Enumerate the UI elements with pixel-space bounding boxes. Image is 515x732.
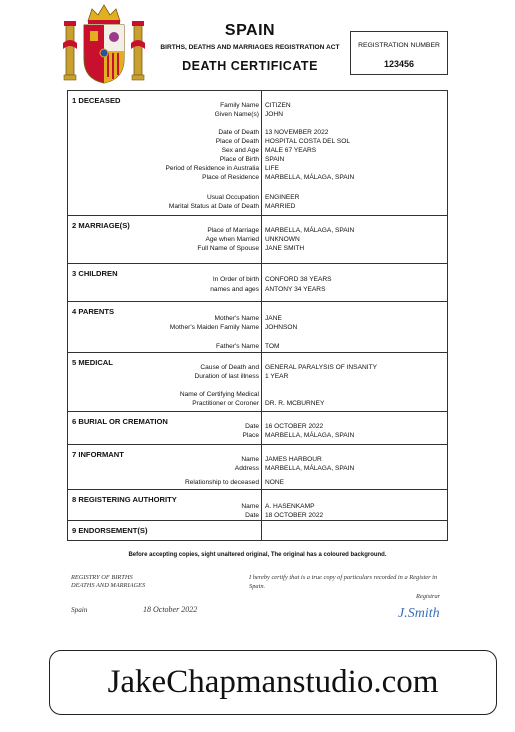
field-value: JANE SMITH	[265, 245, 305, 252]
field-value: 13 NOVEMBER 2022	[265, 129, 329, 136]
field-value: JANE	[265, 315, 282, 322]
field-value: MARRIED	[265, 203, 296, 210]
place: Spain	[71, 606, 88, 614]
field-value: JOHNSON	[265, 324, 298, 331]
section-title: 3 CHILDREN	[72, 269, 118, 278]
field-label: Place of Marriage	[207, 227, 259, 234]
coat-of-arms-icon	[62, 3, 146, 87]
copy-notice: Before accepting copies, sight unaltered original, The original has a coloured background.	[128, 552, 387, 558]
field-label: Name	[241, 503, 259, 510]
field-label: Place of Death	[215, 138, 259, 145]
field-label: Name of Certifying Medical	[179, 391, 259, 398]
field-label: Name	[241, 456, 259, 463]
registry-line1: REGISTRY OF BIRTHS	[71, 574, 133, 581]
field-label: Date of Death	[218, 129, 259, 136]
field-value: MARBELLA, MÁLAGA, SPAIN	[265, 465, 355, 472]
section-medical	[68, 352, 447, 412]
field-label: Full Name of Spouse	[197, 245, 259, 252]
section-title: 2 MARRIAGE(S)	[72, 221, 130, 230]
field-label: Address	[234, 465, 259, 472]
section-title: 4 PARENTS	[72, 307, 115, 316]
section-parents	[68, 301, 447, 353]
watermark: JakeChapmanstudio.com	[49, 650, 497, 715]
field-value: CITIZEN	[265, 102, 291, 109]
registrar-label: Registrar	[416, 593, 441, 600]
field-value: SPAIN	[265, 156, 285, 163]
field-label: Age when Married	[205, 236, 259, 243]
field-label: Relationship to deceased	[184, 479, 259, 486]
field-label: Sex and Age	[221, 147, 259, 154]
field-value: DR. R. MCBURNEY	[265, 400, 325, 407]
field-value: TOM	[265, 343, 280, 350]
act-subtitle: BIRTHS, DEATHS AND MARRIAGES REGISTRATION ACT	[160, 44, 340, 51]
field-label: Place of Birth	[219, 156, 259, 163]
field-label: Date	[245, 512, 259, 519]
registration-number: 123456	[383, 59, 415, 69]
field-label: Duration of last illness	[194, 373, 259, 380]
section-title: 7 INFORMANT	[72, 450, 124, 459]
field-value: MALE 67 YEARS	[265, 147, 317, 154]
field-value: MARBELLA, MÁLAGA, SPAIN	[265, 432, 355, 439]
field-label: Marital Status at Date of Death	[168, 203, 259, 210]
section-title: 8 REGISTERING AUTHORITY	[72, 495, 177, 504]
field-value: 1 YEAR	[265, 373, 289, 380]
field-label: Given Name(s)	[214, 111, 259, 118]
section-informant	[68, 444, 447, 490]
field-label: Cause of Death and	[200, 364, 259, 371]
certification-text: I hereby certify that is a true copy of particulars recorded in a Register in Spain.	[249, 574, 438, 590]
section-title: 5 MEDICAL	[72, 358, 113, 367]
field-label: Period of Residence in Australia	[165, 165, 259, 172]
field-label: Date	[245, 423, 259, 430]
field-label: Place of Residence	[202, 174, 259, 181]
country-heading: SPAIN	[224, 22, 276, 39]
field-value: HOSPITAL COSTA DEL SOL	[265, 138, 351, 145]
field-value: ENGINEER	[265, 194, 300, 201]
section-registering-authority	[68, 489, 447, 521]
signature-text: J.Smith	[398, 606, 440, 621]
field-value: ANTONY 34 YEARS	[265, 286, 326, 293]
field-value: CONFORD 38 YEARS	[265, 276, 332, 283]
section-marriages	[68, 215, 447, 264]
field-label: Family Name	[220, 102, 259, 109]
field-label: Usual Occupation	[206, 194, 259, 201]
field-value: A. HASENKAMP	[265, 503, 315, 510]
field-label: Mother's Name	[214, 315, 259, 322]
field-label: In Order of birth	[212, 276, 259, 283]
field-value: 18 OCTOBER 2022	[265, 512, 324, 519]
field-value: GENERAL PARALYSIS OF INSANITY	[265, 364, 377, 371]
field-value: NONE	[265, 479, 285, 486]
field-value: 16 OCTOBER 2022	[265, 423, 324, 430]
field-value: JAMES HARBOUR	[265, 456, 322, 463]
field-value: UNKNOWN	[265, 236, 300, 243]
section-endorsements	[68, 520, 447, 541]
issue-date: 18 October 2022	[143, 605, 198, 614]
field-label: Mother's Maiden Family Name	[169, 324, 259, 331]
section-children	[68, 263, 447, 302]
registration-label: REGISTRATION NUMBER	[358, 42, 440, 49]
registrar-signature	[398, 604, 440, 622]
field-label: Father's Name	[215, 343, 259, 350]
section-burial	[68, 411, 447, 445]
certificate-table	[67, 90, 448, 541]
field-value: MARBELLA, MÁLAGA, SPAIN	[265, 227, 355, 234]
section-title: 6 BURIAL OR CREMATION	[72, 417, 168, 426]
field-value: MARBELLA, MÁLAGA, SPAIN	[265, 174, 355, 181]
field-label: Place	[242, 432, 259, 439]
field-value: JOHN	[265, 111, 283, 118]
section-title: 1 DECEASED	[72, 96, 121, 105]
section-title: 9 ENDORSEMENT(S)	[72, 526, 148, 535]
section-deceased	[68, 91, 447, 215]
field-value: LIFE	[265, 165, 279, 172]
document-title: DEATH CERTIFICATE	[182, 59, 318, 73]
field-label: Practitioner or Coroner	[192, 400, 259, 407]
registration-box	[350, 31, 448, 75]
registry-line2: DEATHS AND MARRIAGES	[71, 582, 146, 589]
field-label: names and ages	[210, 286, 259, 293]
